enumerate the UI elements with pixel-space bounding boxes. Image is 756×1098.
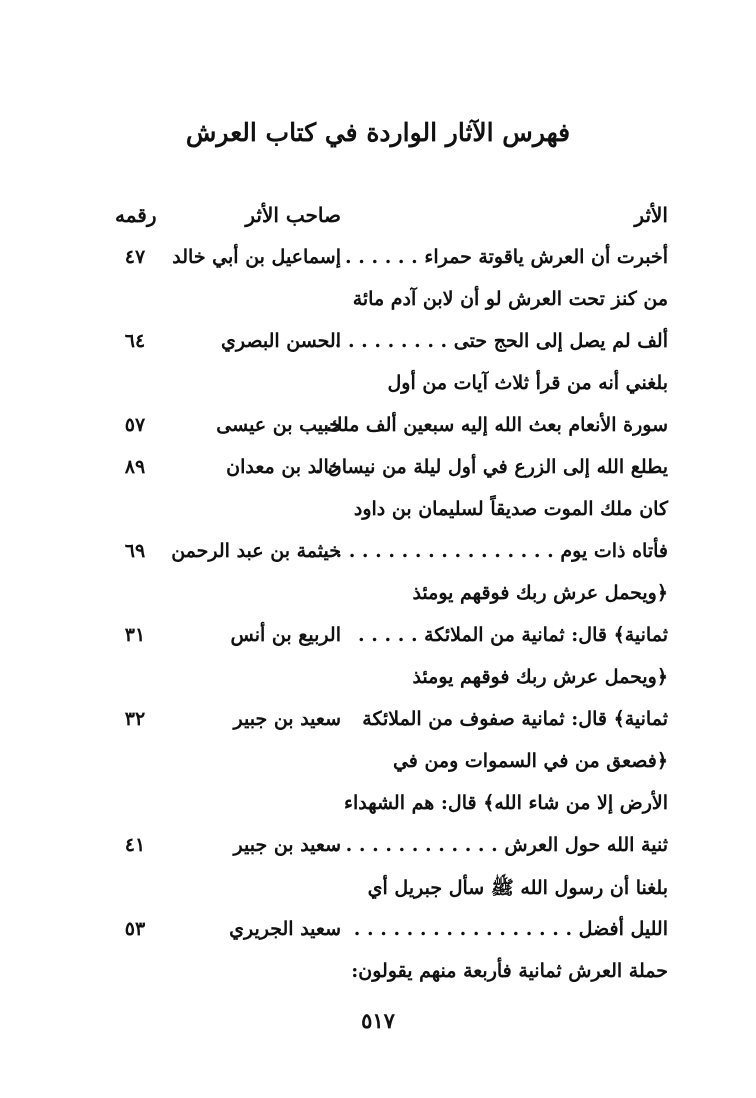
- athar-author: الربيع بن أنس: [230, 624, 341, 646]
- athar-author: خيثمة بن عبد الرحمن: [171, 540, 341, 562]
- athar-text: كان ملك الموت صديقاً لسليمان بن داود: [353, 498, 668, 520]
- list-item: [0, 576, 756, 618]
- list-item: [0, 324, 756, 366]
- column-header-raqm: رقمه: [115, 203, 157, 227]
- column-header-athar: الأثر: [634, 203, 668, 227]
- list-item: [0, 828, 756, 870]
- athar-text: حملة العرش ثمانية فأربعة منهم يقولون:: [351, 960, 668, 982]
- athar-author: سعيد الجريري: [229, 918, 341, 940]
- athar-text: بلغني أنه من قرأ ثلاث آيات من أول: [387, 372, 668, 394]
- list-item: [0, 954, 756, 996]
- athar-text: فأتاه ذات يوم . . . . . . . . . . . . . . . . . .: [322, 540, 668, 562]
- list-item: [0, 450, 756, 492]
- athar-text: الليل أفضل . . . . . . . . . . . . . . . . .: [353, 918, 668, 940]
- list-item: [0, 240, 756, 282]
- page-title: فهرس الآثار الواردة في كتاب العرش: [185, 118, 571, 147]
- list-item: [0, 618, 756, 660]
- athar-text: من كنز تحت العرش لو أن لابن آدم مائة: [352, 288, 668, 310]
- athar-text: ثنية الله حول العرش . . . . . . . . . . . . . .: [319, 834, 668, 856]
- athar-text: الأرض إلا من شاء الله﴾ قال: هم الشهداء: [344, 792, 668, 814]
- athar-text: بلغنا أن رسول الله ﷺ سأل جبريل أي: [367, 877, 668, 899]
- athar-text: ألف لم يصل إلى الحج حتى . . . . . . . . .: [334, 330, 668, 352]
- athar-text: أخبرت أن العرش ياقوتة حمراء . . . . . .: [345, 246, 668, 268]
- athar-number: ٤١: [124, 834, 146, 856]
- list-item: [0, 492, 756, 534]
- athar-number: ٥٣: [124, 918, 146, 940]
- athar-text: ﴿فصعق من في السموات ومن في: [392, 750, 668, 772]
- athar-number: ٨٩: [124, 456, 146, 478]
- list-item: [0, 786, 756, 828]
- athar-number: ٥٧: [124, 414, 146, 436]
- athar-author: خالد بن معدان: [226, 456, 341, 478]
- athar-text: سورة الأنعام بعث الله إليه سبعين ألف ملك: [326, 414, 668, 436]
- list-item: [0, 744, 756, 786]
- athar-list: [0, 240, 756, 996]
- list-item: [0, 702, 756, 744]
- list-item: [0, 366, 756, 408]
- athar-author: إسماعيل بن أبي خالد: [172, 246, 341, 268]
- athar-text: يطلع الله إلى الزرع في أول ليلة من نيسان .: [314, 456, 668, 478]
- list-item: [0, 408, 756, 450]
- athar-author: الحسن البصري: [221, 330, 341, 352]
- athar-text: ثمانية﴾ قال: ثمانية من الملائكة . . . . .: [358, 624, 668, 646]
- athar-number: ٣٢: [124, 708, 146, 730]
- list-item: [0, 912, 756, 954]
- athar-author: سعيد بن جبير: [233, 708, 341, 730]
- athar-number: ٦٩: [124, 540, 146, 562]
- athar-author: سعيد بن جبير: [233, 834, 341, 856]
- athar-text: ﴿ويحمل عرش ربك فوقهم يومئذ: [412, 666, 668, 688]
- athar-number: ٦٤: [124, 330, 146, 352]
- list-item: [0, 660, 756, 702]
- list-item: [0, 282, 756, 324]
- athar-number: ٣١: [124, 624, 146, 646]
- page-number: ٥١٧: [361, 1008, 395, 1033]
- athar-text: ثمانية﴾ قال: ثمانية صفوف من الملائكة: [362, 708, 668, 730]
- list-item: [0, 534, 756, 576]
- athar-number: ٤٧: [124, 246, 146, 268]
- athar-text: ﴿ويحمل عرش ربك فوقهم يومئذ: [412, 582, 668, 604]
- athar-author: حبيب بن عيسى: [216, 414, 341, 436]
- column-header-sahib: صاحب الأثر: [245, 203, 341, 227]
- list-item: [0, 870, 756, 912]
